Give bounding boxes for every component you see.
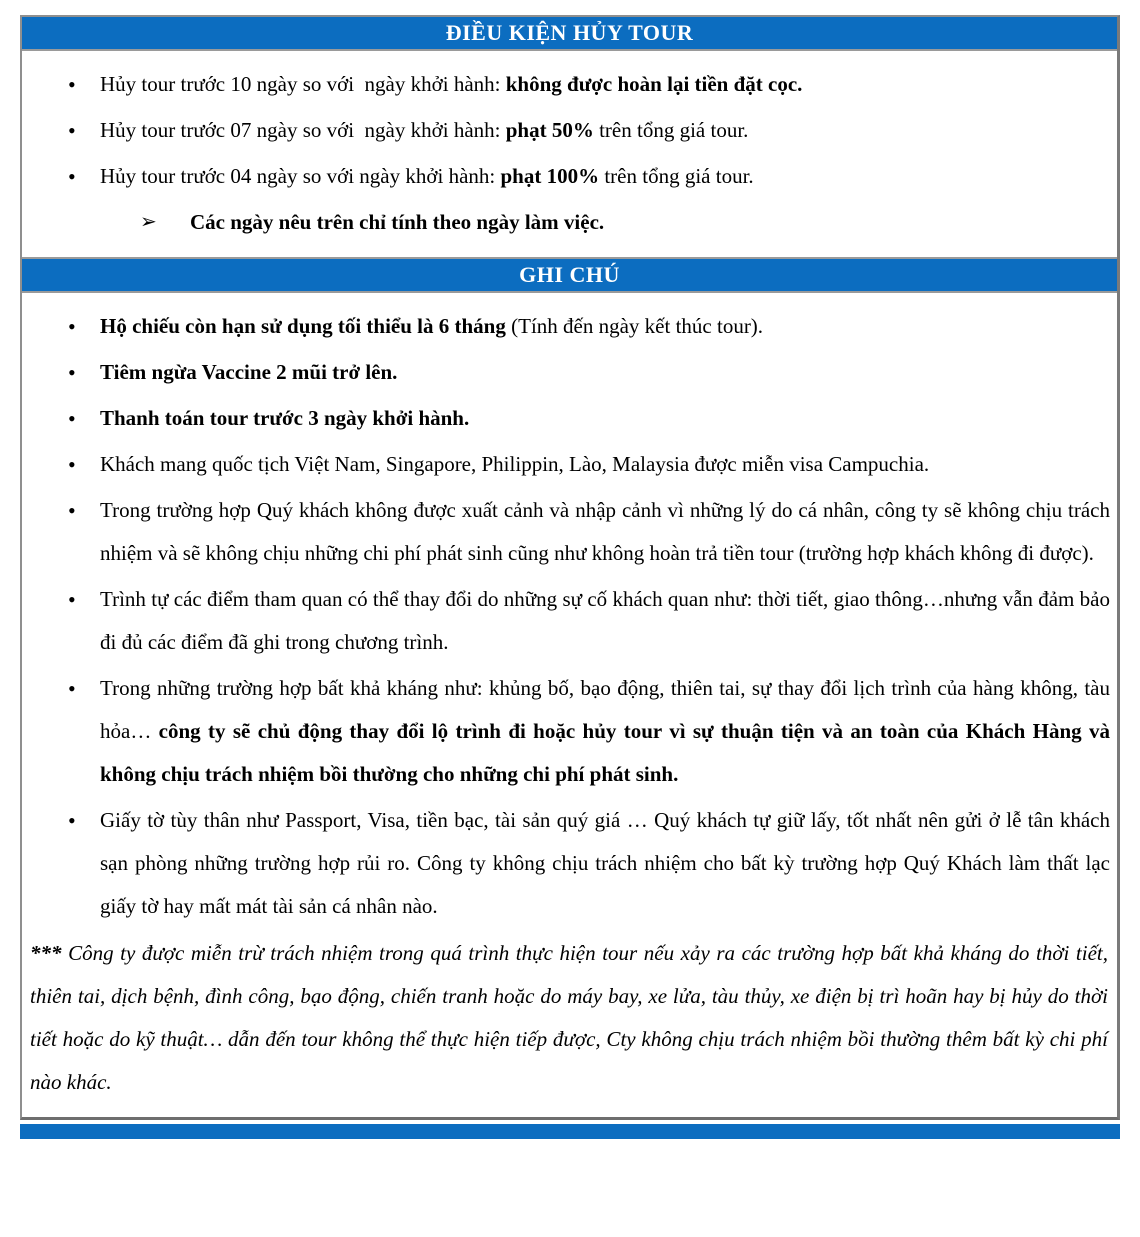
item-text-bold: công ty sẽ chủ động thay đổi lộ trình đi hoặc hủy tour vì sự thuận tiện và an toàn của Khách Hàng và không chịu trách nhiệm bồi thường cho những chi phí phát sinh. (100, 719, 1110, 786)
bullet-icon: • (68, 118, 76, 143)
note-item-text (100, 397, 1112, 440)
note-item (22, 489, 1112, 575)
note-item-text (100, 443, 1112, 486)
bullet-icon: • (68, 808, 76, 833)
bullet-icon: • (68, 676, 76, 701)
cancel-arrow-note (22, 201, 1112, 244)
item-text-normal: Hủy tour trước 04 ngày so với ngày khởi hành: (100, 164, 501, 188)
cancel-item (22, 63, 1112, 106)
cancel-item-text (100, 155, 1112, 198)
note-item-text (100, 305, 1112, 348)
item-text-normal: Trong những trường hợp bất khả kháng như: khủng bố, bạo động, thiên tai, sự thay đổi lịch trình của hàng không, tàu hỏa… (100, 676, 1110, 743)
cancel-item-text (100, 109, 1112, 152)
item-text-normal: Giấy tờ tùy thân như Passport, Visa, tiền bạc, tài sản quý giá … Quý khách tự giữ lấy, tốt nhất nên gửi ở lễ tân khách sạn phòng những trường hợp rủi ro. Công ty không chịu trách nhiệm cho bất kỳ trường hợp Quý Khách làm thất lạc giấy tờ hay mất mát tài sản cá nhân nào. (100, 808, 1110, 918)
note-item-text (100, 799, 1112, 928)
note-item-text (100, 351, 1112, 394)
notes-section-title: GHI CHÚ (519, 262, 620, 287)
note-item (22, 578, 1112, 664)
terms-document (20, 15, 1120, 1120)
disclaimer-stars: *** (30, 941, 62, 965)
cancel-item-text (100, 63, 1112, 106)
item-text-bold: không được hoàn lại tiền đặt cọc. (505, 72, 803, 96)
arrow-note-text: Các ngày nêu trên chỉ tính theo ngày làm việc. (190, 210, 605, 234)
bullet-icon: • (68, 314, 76, 339)
bullet-icon: • (68, 587, 76, 612)
bullet-icon: • (68, 452, 76, 477)
next-section-bar-cutoff (20, 1124, 1120, 1139)
note-item (22, 397, 1112, 440)
bullet-icon: • (68, 498, 76, 523)
item-text-bold: phạt 50% (505, 118, 594, 142)
item-text-normal: Trong trường hợp Quý khách không được xuất cảnh và nhập cảnh vì những lý do cá nhân, công ty sẽ không chịu trách nhiệm và sẽ không chịu những chi phí phát sinh cũng như không hoàn trả tiền tour (trường hợp khách không đi được). (100, 498, 1110, 565)
item-text-normal: trên tổng giá tour. (599, 164, 754, 188)
item-text-bold: Tiêm ngừa Vaccine 2 mũi trở lên. (100, 360, 398, 384)
bullet-icon: • (68, 406, 76, 431)
item-text-bold: phạt 100% (500, 164, 600, 188)
note-item-text (100, 578, 1112, 664)
note-item (22, 667, 1112, 796)
note-item (22, 443, 1112, 486)
note-item-text (100, 667, 1112, 796)
disclaimer-paragraph (22, 932, 1112, 1104)
note-item (22, 351, 1112, 394)
item-text-bold: Thanh toán tour trước 3 ngày khởi hành. (100, 406, 470, 430)
notes-section-header (22, 257, 1117, 293)
cancel-section-header (22, 17, 1117, 51)
cancel-section-title: ĐIỀU KIỆN HỦY TOUR (445, 20, 694, 45)
item-text-normal: (Tính đến ngày kết thúc tour). (505, 314, 764, 338)
cancel-item (22, 155, 1112, 198)
bullet-icon: • (68, 164, 76, 189)
item-text-normal: Hủy tour trước 10 ngày so với ngày khởi hành: (100, 72, 506, 96)
item-text-normal: Khách mang quốc tịch Việt Nam, Singapore, Philippin, Lào, Malaysia được miễn visa Campuchia. (100, 452, 930, 476)
bullet-icon: • (68, 72, 76, 97)
item-text-normal: Hủy tour trước 07 ngày so với ngày khởi hành: (100, 118, 506, 142)
bullet-icon: • (68, 360, 76, 385)
note-item (22, 305, 1112, 348)
item-text-normal: trên tổng giá tour. (593, 118, 749, 142)
item-text-normal: Trình tự các điểm tham quan có thể thay đổi do những sự cố khách quan như: thời tiết, giao thông…nhưng vẫn đảm bảo đi đủ các điểm đã ghi trong chương trình. (100, 587, 1110, 654)
item-text-bold: Hộ chiếu còn hạn sử dụng tối thiểu là 6 tháng (100, 314, 506, 338)
note-item (22, 799, 1112, 928)
cancel-section-body (22, 51, 1117, 257)
notes-section-body (22, 293, 1117, 1117)
note-item-text (100, 489, 1112, 575)
disclaimer-text: Công ty được miễn trừ trách nhiệm trong quá trình thực hiện tour nếu xảy ra các trường hợp bất khả kháng do thời tiết, thiên tai, dịch bệnh, đình công, bạo động, chiến tranh hoặc do máy bay, xe lửa, tàu thủy, xe điện bị trì hoãn hay bị hủy do thời tiết hoặc do kỹ thuật… dẫn đến tour không thể thực hiện tiếp được, Cty không chịu trách nhiệm bồi thường thêm bất kỳ chi phí nào khác. (30, 941, 1108, 1094)
cancel-item (22, 109, 1112, 152)
arrow-icon: ➢ (140, 211, 157, 233)
